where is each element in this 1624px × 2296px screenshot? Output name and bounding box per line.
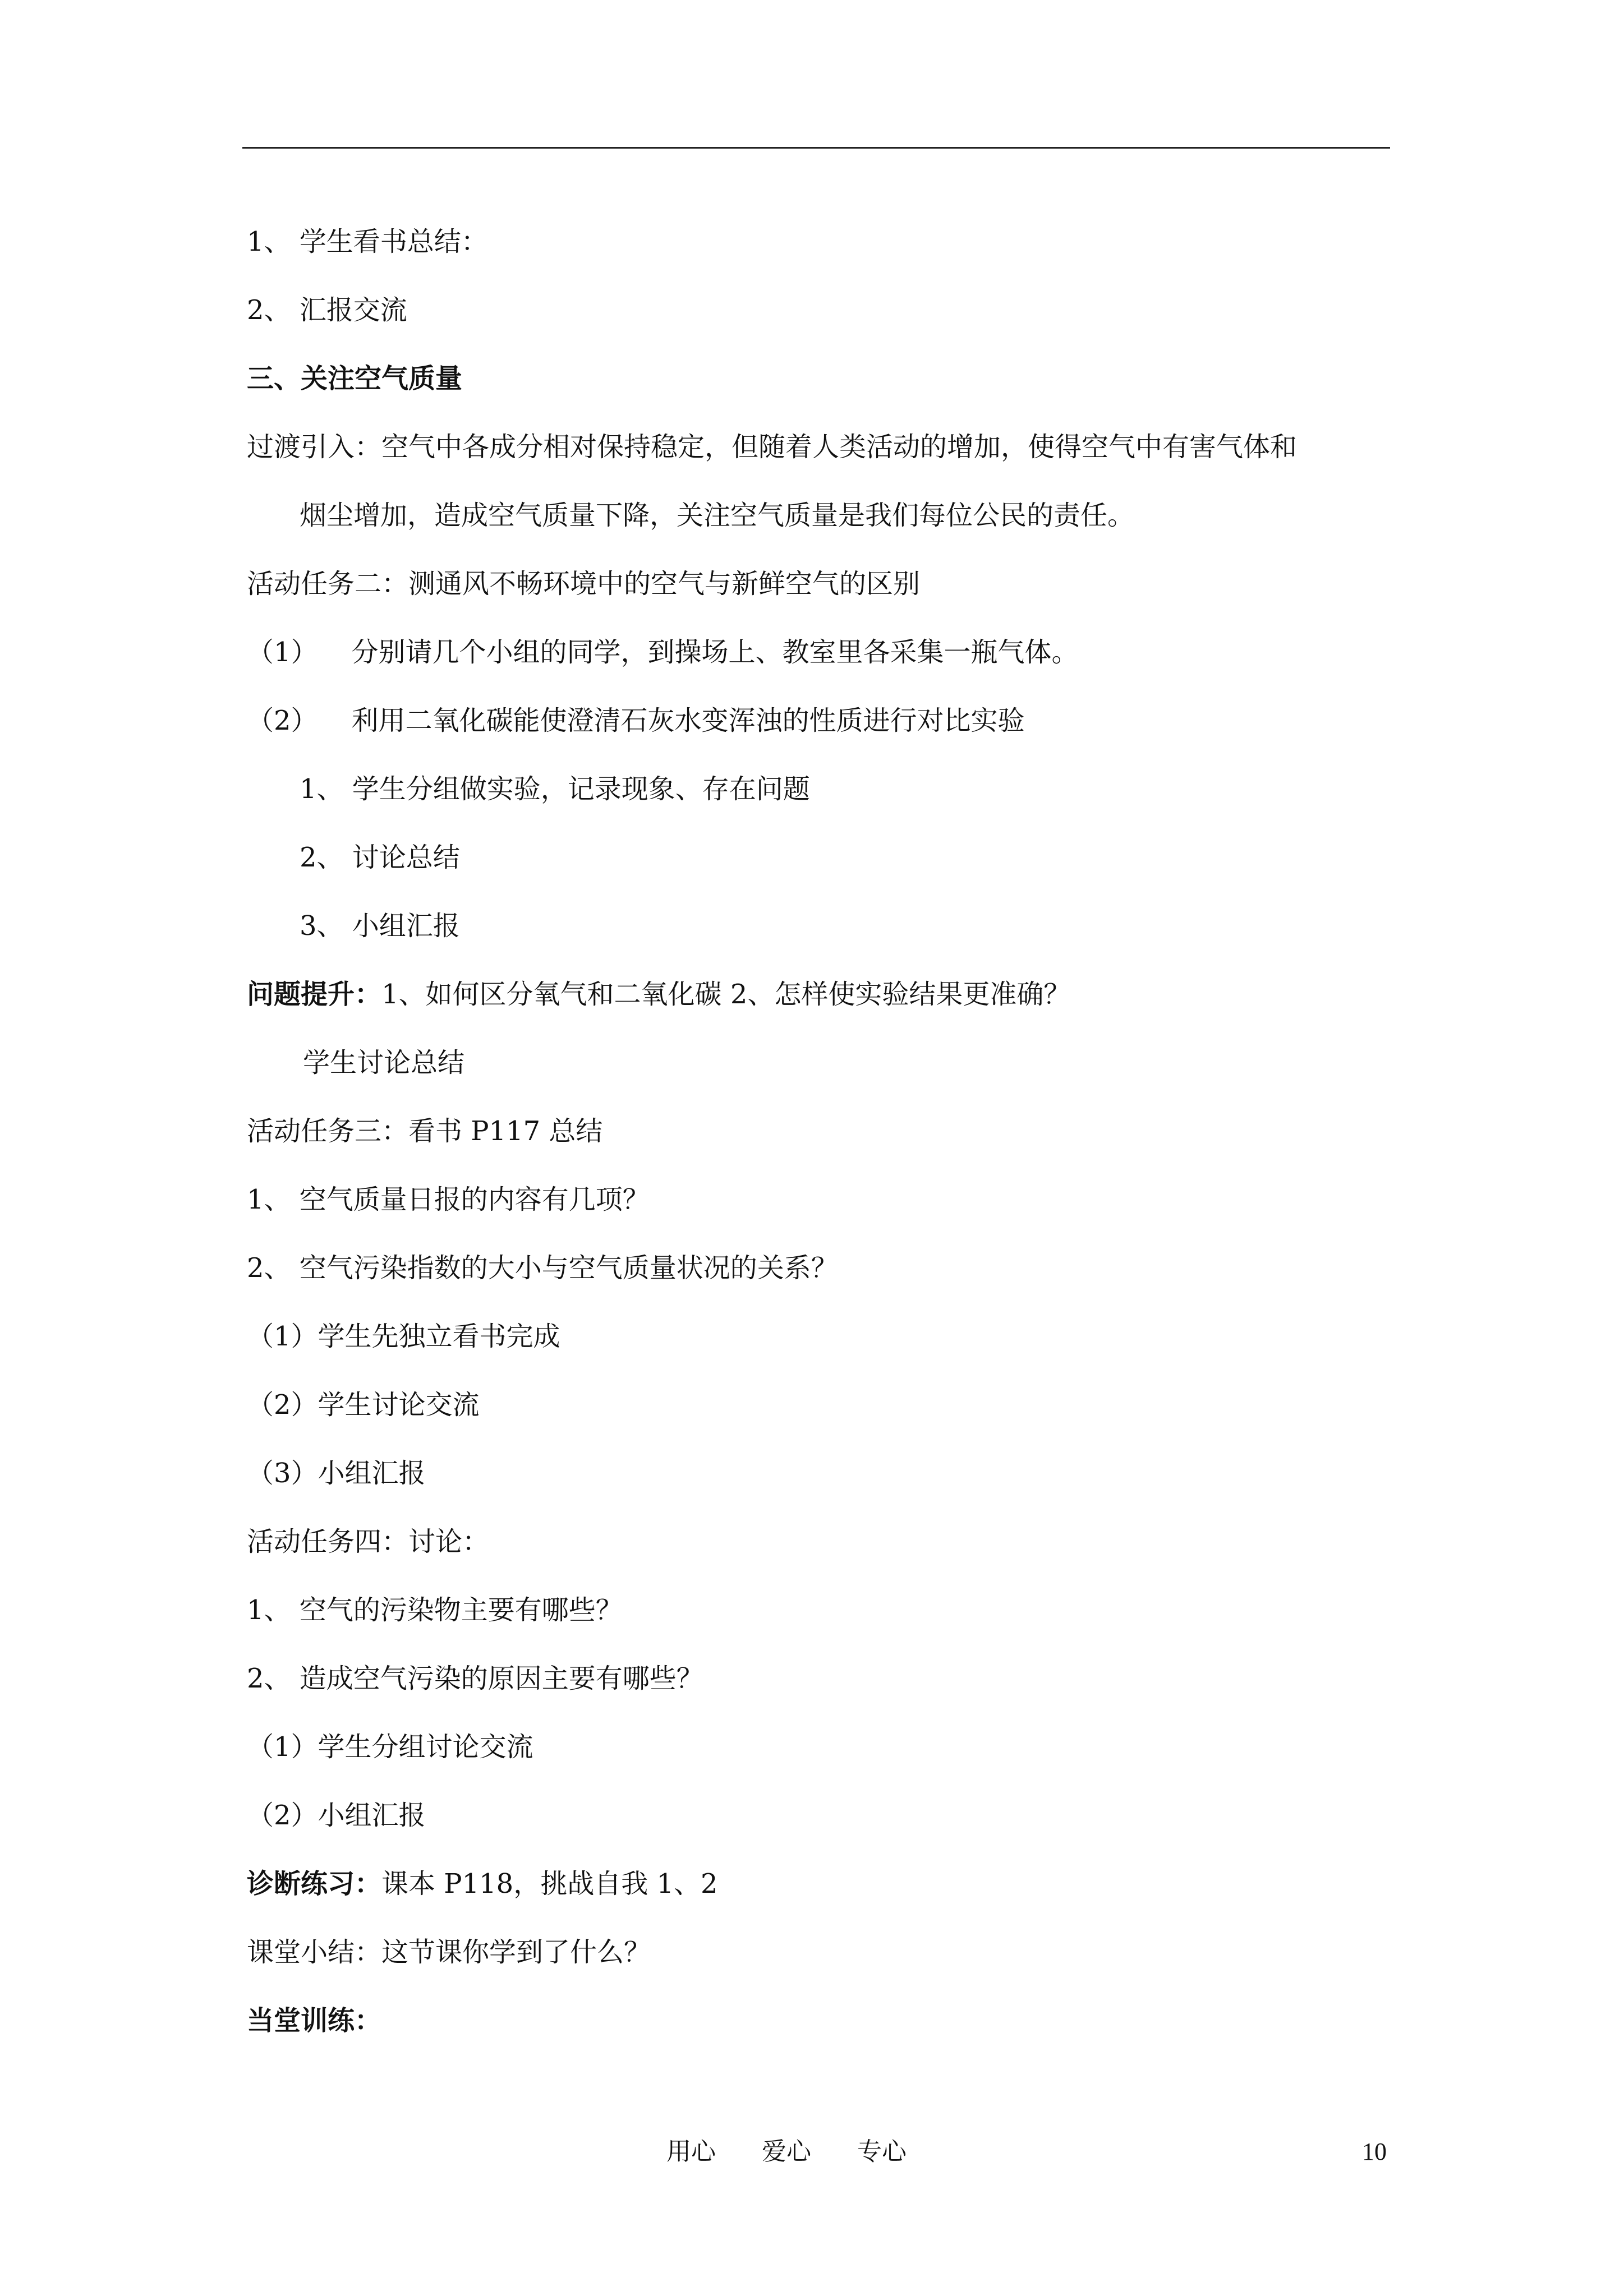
question-text: 1、如何区分氧气和二氧化碳 2、怎样使实验结果更准确？: [381, 979, 1071, 1010]
footer-motto-3: 专心: [857, 2137, 907, 2166]
paragraph-line: 学生讨论总结: [303, 1047, 465, 1078]
numbered-item: （1）学生分组讨论交流: [247, 1731, 533, 1763]
item-number: （1）: [247, 637, 318, 668]
sub-step-line: 2、 讨论总结: [300, 842, 460, 873]
numbered-item: （1）学生先独立看书完成: [247, 1321, 560, 1352]
numbered-item: （2）学生讨论交流: [247, 1389, 480, 1421]
step-line: 1、 学生看书总结：: [247, 226, 488, 257]
paragraph-line: 过渡引入：空气中各成分相对保持稳定，但随着人类活动的增加，使得空气中有害气体和: [247, 431, 1298, 463]
exercise-line: [247, 1850, 1391, 1918]
step-line: 1、 空气质量日报的内容有几项？: [247, 1184, 650, 1215]
section-heading: 三、关注空气质量: [247, 363, 463, 394]
document-body: [247, 208, 1391, 2055]
summary-line: 课堂小结：这节课你学到了什么？: [247, 1937, 651, 1968]
activity-heading: 活动任务四：讨论：: [247, 1526, 490, 1557]
header-rule: [242, 147, 1390, 149]
step-line: 2、 汇报交流: [247, 294, 407, 326]
question-line: [247, 960, 1391, 1029]
page-footer: [0, 2132, 1624, 2171]
activity-heading: 活动任务二：测通风不畅环境中的空气与新鲜空气的区别: [247, 568, 921, 600]
step-line: 2、 造成空气污染的原因主要有哪些？: [247, 1663, 703, 1694]
numbered-item: [247, 618, 1391, 686]
sub-step-line: 1、 学生分组做实验，记录现象、存在问题: [300, 773, 810, 805]
question-lead: 问题提升：: [247, 979, 382, 1010]
numbered-item: （3）小组汇报: [247, 1458, 426, 1489]
exercise-lead: 诊断练习：: [247, 1868, 382, 1899]
footer-motto: [666, 2132, 907, 2171]
page-number: 10: [1362, 2138, 1387, 2165]
step-line: 1、 空气的污染物主要有哪些？: [247, 1594, 623, 1626]
footer-motto-2: 爱心: [762, 2137, 811, 2166]
item-text: 分别请几个小组的同学，到操场上、教室里各采集一瓶气体。: [351, 637, 1079, 668]
sub-step-line: 3、 小组汇报: [300, 910, 460, 942]
step-line: 2、 空气污染指数的大小与空气质量状况的关系？: [247, 1252, 838, 1284]
footer-motto-1: 用心: [666, 2137, 716, 2166]
numbered-item: [247, 686, 1391, 755]
training-heading: 当堂训练：: [247, 2005, 382, 2036]
exercise-text: 课本 P118，挑战自我 1、2: [381, 1868, 718, 1899]
item-number: （2）: [247, 705, 318, 736]
item-text: 利用二氧化碳能使澄清石灰水变浑浊的性质进行对比实验: [351, 705, 1025, 736]
numbered-item: （2）小组汇报: [247, 1800, 426, 1831]
paragraph-continuation: 烟尘增加，造成空气质量下降，关注空气质量是我们每位公民的责任。: [300, 500, 1135, 531]
activity-heading: 活动任务三：看书 P117 总结: [247, 1115, 603, 1147]
